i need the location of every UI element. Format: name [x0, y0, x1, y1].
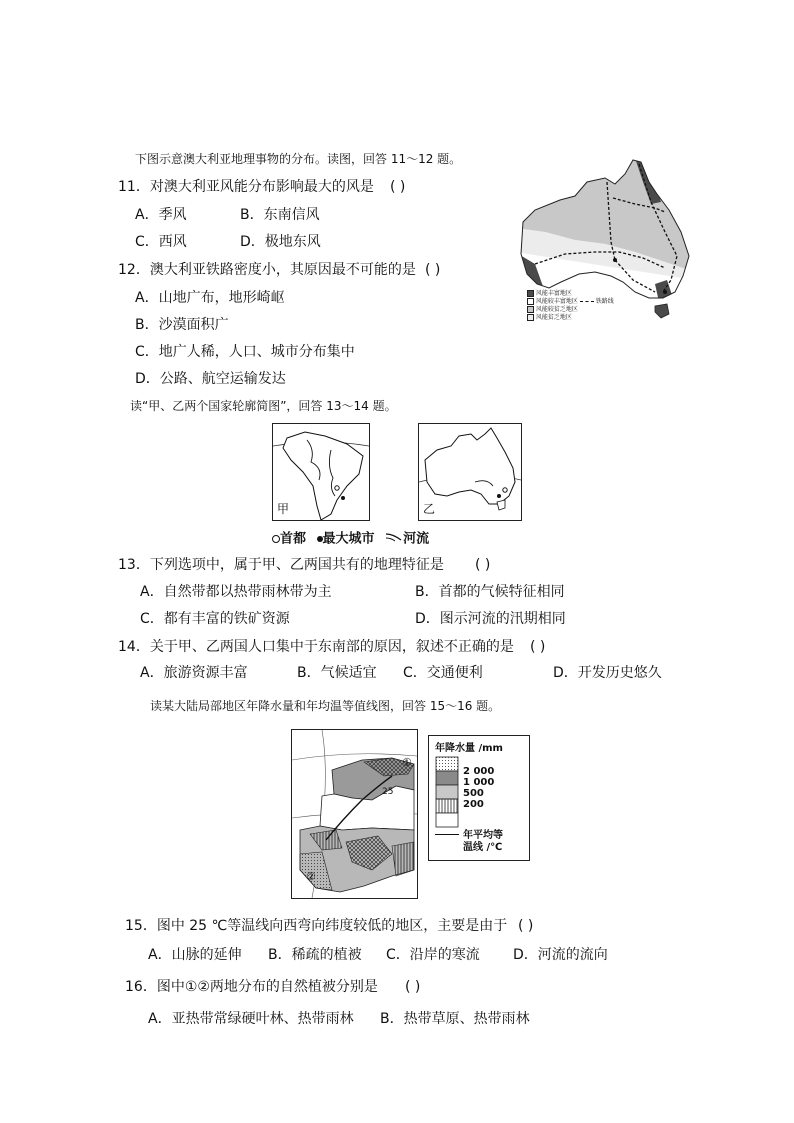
- question-16-stem: 16．图中①②两地分布的自然植被分别是: [125, 979, 378, 995]
- legend-fairly-rich-label: 风能较丰富地区: [535, 298, 578, 305]
- question-15-stem: 15．图中 25 ℃等温线向西弯向纬度较低的地区，主要是由于: [125, 918, 508, 934]
- question-14-option-a: A．旅游资源丰富: [140, 665, 248, 681]
- question-13-option-c: C．都有丰富的铁矿资源: [140, 611, 290, 627]
- question-14-answer-paren: ( ): [530, 639, 546, 655]
- legend-row-poor: [527, 314, 614, 322]
- isotherm-value-label: 25: [382, 787, 394, 797]
- question-16-option-a: A．亚热带常绿硬叶林、热带雨林: [148, 1011, 354, 1027]
- legend-largest-city-label: 最大城市: [322, 531, 375, 547]
- question-14-stem: 14．关于甲、乙两国人口集中于东南部的原因，叙述不正确的是: [118, 639, 514, 655]
- legend-title: 年降水量 /mm: [435, 743, 503, 754]
- question-15-option-c: C．沿岸的寒流: [386, 947, 480, 963]
- question-11-option-b: B．东南信风: [240, 207, 320, 223]
- question-15-option-d: D．河流的流向: [513, 947, 608, 963]
- precipitation-isotherm-map: [291, 729, 418, 899]
- isotherm-label-line2: 温线 /℃: [463, 842, 503, 853]
- question-14-option-b: B．气候适宜: [297, 665, 377, 681]
- legend-capital-label: 首都: [280, 531, 307, 547]
- river-symbol-icon: [385, 530, 403, 548]
- question-13-stem: 13．下列选项中，属于甲、乙两国共有的地理特征是: [118, 557, 444, 573]
- question-15-answer-paren: ( ): [518, 918, 534, 934]
- question-11-stem: 11．对澳大利亚风能分布影响最大的风是: [118, 179, 374, 195]
- legend-row-rich: [527, 290, 614, 298]
- question-11-option-d: D．极地东风: [240, 234, 321, 250]
- isotherm-label-line1: 年平均等: [463, 830, 503, 841]
- australia-wind-energy-map: [515, 152, 695, 330]
- intro-text-11-12: 下图示意澳大利亚地理事物的分布。读图，回答 11～12 题。: [135, 152, 462, 166]
- question-12-answer-paren: ( ): [425, 262, 441, 278]
- question-12-option-a: A．山地广布，地形崎岖: [135, 290, 285, 306]
- question-16-option-b: B．热带草原、热带雨林: [380, 1011, 530, 1027]
- legend-railway-label: 铁路线: [595, 298, 614, 305]
- legend-row-fairly-rich: [527, 298, 614, 306]
- question-16-answer-paren: ( ): [405, 979, 421, 995]
- legend-value-200: 200: [463, 799, 484, 810]
- legend-value-1000: 1 000: [463, 777, 495, 788]
- question-11-option-c: C．西风: [135, 234, 187, 250]
- question-12-option-d: D．公路、航空运输发达: [135, 371, 286, 387]
- country-yi-outline-map: [418, 423, 522, 521]
- legend-value-500: 500: [463, 788, 484, 799]
- question-11-answer-paren: ( ): [390, 179, 406, 195]
- question-14-option-c: C．交通便利: [403, 665, 483, 681]
- legend-row-fairly-poor: [527, 306, 614, 314]
- label-jia: 甲: [277, 502, 290, 516]
- isotherm-line-symbol: [435, 834, 459, 835]
- legend-fairly-poor-label: 风能较贫乏地区: [535, 306, 578, 313]
- capital-marker-icon: [272, 535, 280, 543]
- question-13-option-d: D．图示河流的汛期相同: [415, 611, 566, 627]
- map2-legend: [272, 530, 429, 549]
- question-15-option-a: A．山脉的延伸: [148, 947, 242, 963]
- intro-text-13-14: 读“甲、乙两个国家轮廓简图”，回答 13～14 题。: [130, 399, 397, 413]
- label-yi: 乙: [423, 502, 436, 516]
- country-jia-outline-map: [272, 423, 370, 521]
- legend-value-2000: 2 000: [463, 766, 495, 777]
- location-1-marker: ①: [402, 756, 412, 769]
- question-14-option-d: D．开发历史悠久: [553, 665, 662, 681]
- legend-poor-label: 风能贫乏地区: [535, 314, 572, 321]
- question-12-option-b: B．沙漠面积广: [135, 317, 229, 333]
- legend-river-label: 河流: [403, 531, 430, 547]
- location-2-marker: ②: [306, 870, 316, 883]
- precipitation-legend-box: [428, 735, 530, 861]
- question-13-option-b: B．首都的气候特征相同: [415, 584, 565, 600]
- question-15-option-b: B．稀疏的植被: [268, 947, 362, 963]
- question-11-option-a: A．季风: [135, 207, 187, 223]
- question-12-option-c: C．地广人稀，人口、城市分布集中: [135, 344, 355, 360]
- intro-text-15-16: 读某大陆局部地区年降水量和年均温等值线图，回答 15～16 题。: [150, 699, 501, 713]
- legend-rich-label: 风能丰富地区: [535, 290, 572, 297]
- question-12-stem: 12．澳大利亚铁路密度小，其原因最不可能的是: [118, 262, 416, 278]
- question-13-answer-paren: ( ): [475, 557, 491, 573]
- question-13-option-a: A．自然带都以热带雨林带为主: [140, 584, 332, 600]
